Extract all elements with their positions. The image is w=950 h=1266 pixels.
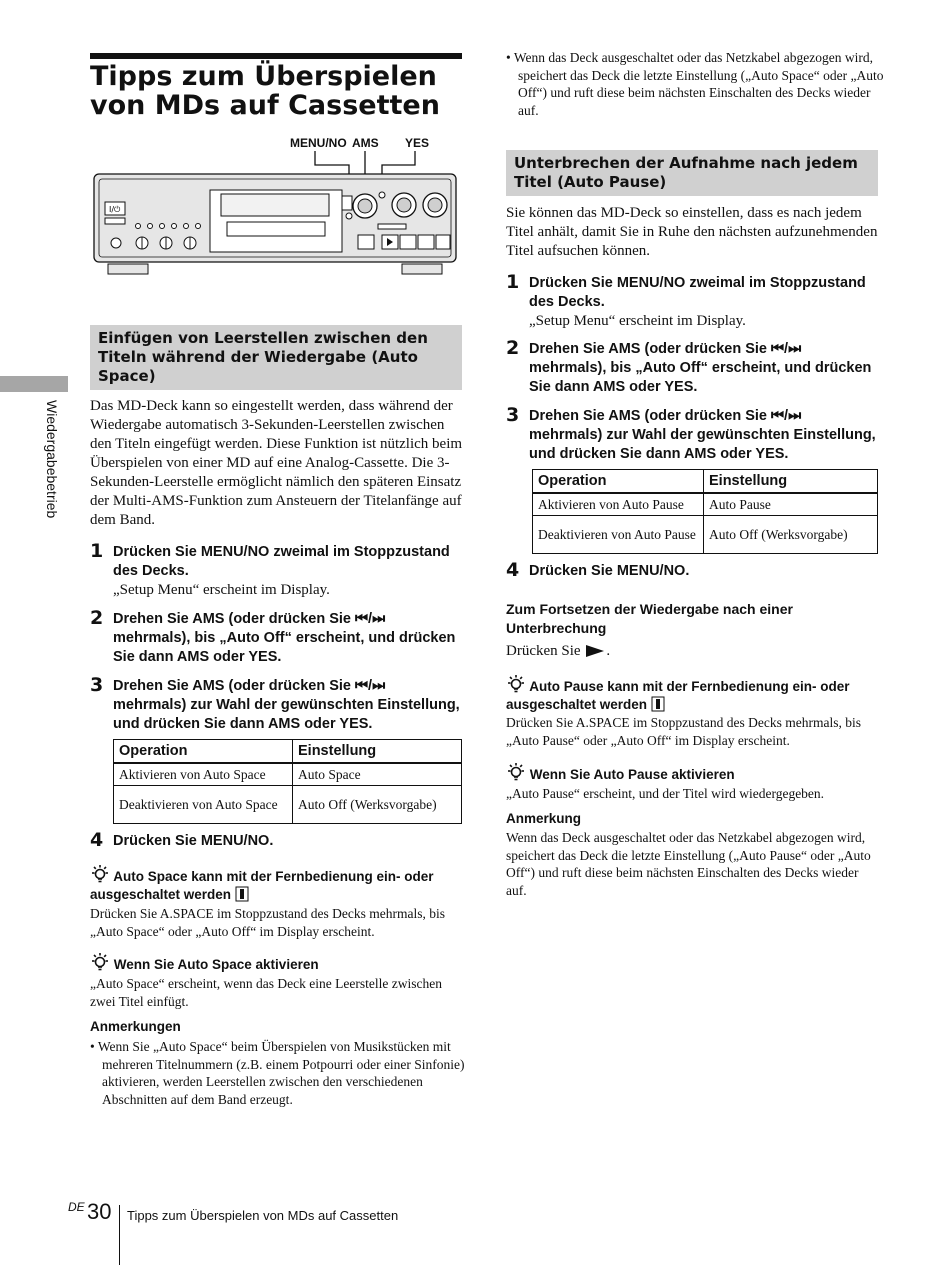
step-text: Drücken Sie MENU/NO zweimal im Stoppzustand des Decks. xyxy=(529,275,866,310)
notes-heading: Anmerkungen xyxy=(90,1019,181,1034)
table-header: Einstellung xyxy=(293,740,462,764)
label-menu-no: MENU/NO xyxy=(290,136,347,150)
step-text: Drehen Sie AMS (oder drücken Sie ⏮/⏭ mehrmals), bis „Auto Off“ erscheint, und drücken Sie dann AMS oder YES. xyxy=(113,611,456,665)
side-label: Wiedergabebetrieb xyxy=(44,400,60,519)
svg-text:I/⏻: I/⏻ xyxy=(109,205,121,214)
step-text: Drücken Sie MENU/NO. xyxy=(113,833,274,849)
step-number: 2 xyxy=(90,607,104,629)
step-text: Drehen Sie AMS (oder drücken Sie ⏮/⏭ mehrmals), bis „Auto Off“ erscheint, und drücken Sie dann AMS oder YES. xyxy=(529,341,872,395)
deck-illustration xyxy=(90,132,462,282)
auto-space-table xyxy=(113,739,462,824)
table-row xyxy=(533,493,878,516)
step-2-right xyxy=(506,337,878,397)
step-1-left xyxy=(90,540,462,600)
resume-text: Drücken Sie . xyxy=(506,643,611,659)
lightbulb-icon xyxy=(90,864,110,884)
step-3-right xyxy=(506,404,878,464)
tip-auto-pause-remote xyxy=(506,674,878,714)
table-header: Einstellung xyxy=(704,470,878,494)
page-number: 30 xyxy=(87,1199,112,1224)
page-title: Tipps zum Überspielen von MDs auf Cassetten xyxy=(90,61,440,121)
lightbulb-icon xyxy=(506,674,526,694)
label-ams: AMS xyxy=(352,136,379,150)
table-cell: Aktivieren von Auto Space xyxy=(114,763,293,786)
note-item: • Wenn Sie „Auto Space“ beim Überspielen von Musikstücken mit mehreren Titelnummern (z.B. einem Potpourri oder einer Sinfonie) aktivieren, werden Leerstellen zwischen den verschiedenen Abschnitten auf dem Band erzeugt. xyxy=(90,1039,465,1107)
step-4-left xyxy=(90,829,462,851)
auto-space-intro: Das MD-Deck kann so eingestellt werden, dass während der Wiedergabe automatisch 3-Sekunden-Leerstellen zwischen den Titeln eingefügt werden. Diese Funktion ist nützlich beim Überspielen von einer MD auf eine Analog-Cassette. Die 3-Sekunden-Leerstelle ermöglicht nämlich den späteren Einsatz der Multi-AMS-Funktion zum Ansteuern der Titelanfänge auf dem Band. xyxy=(90,398,463,528)
section-heading-auto-space: Einfügen von Leerstellen zwischen den Titeln während der Wiedergabe (Auto Space) xyxy=(90,325,462,390)
step-2-left xyxy=(90,607,462,667)
note-heading: Anmerkung xyxy=(506,811,582,826)
table-cell: Auto Space xyxy=(293,763,462,786)
tip-title: Auto Pause kann mit der Fernbedienung ein- oder ausgeschaltet werden xyxy=(506,679,850,712)
step-sub: „Setup Menu“ erscheint im Display. xyxy=(529,313,746,329)
step-number: 3 xyxy=(506,404,520,426)
tip-auto-space-remote xyxy=(90,864,462,904)
label-yes: YES xyxy=(405,136,430,150)
lightbulb-icon xyxy=(90,952,110,972)
footer-title: Tipps zum Überspielen von MDs auf Cassetten xyxy=(127,1208,399,1223)
step-text: Drehen Sie AMS (oder drücken Sie ⏮/⏭ mehrmals) zur Wahl der gewünschten Einstellung, und drücken Sie dann AMS oder YES. xyxy=(113,678,460,732)
step-text: Drehen Sie AMS (oder drücken Sie ⏮/⏭ mehrmals) zur Wahl der gewünschten Einstellung, und drücken Sie dann AMS oder YES. xyxy=(529,408,876,462)
table-cell: Deaktivieren von Auto Space xyxy=(114,786,293,824)
tip-text: Drücken Sie A.SPACE im Stoppzustand des Decks mehrmals, bis „Auto Pause“ oder „Auto Off“ im Display erscheint. xyxy=(506,715,861,748)
footer-lang: DE xyxy=(68,1200,85,1214)
step-number: 1 xyxy=(506,271,520,293)
remote-control-icon xyxy=(651,696,665,712)
step-sub: „Setup Menu“ erscheint im Display. xyxy=(113,582,330,598)
play-icon xyxy=(584,644,606,658)
table-cell: Auto Pause xyxy=(704,493,878,516)
tip-title: Wenn Sie Auto Pause aktivieren xyxy=(529,767,735,782)
auto-pause-table xyxy=(532,469,878,554)
tip-text: „Auto Pause“ erscheint, und der Titel wird wiedergegeben. xyxy=(506,786,825,801)
table-header: Operation xyxy=(114,740,293,764)
step-text: Drücken Sie MENU/NO zweimal im Stoppzustand des Decks. xyxy=(113,544,450,579)
tip-title: Wenn Sie Auto Space aktivieren xyxy=(113,957,319,972)
resume-label: Drücken Sie xyxy=(506,643,581,659)
step-3-left xyxy=(90,674,462,734)
title-rule xyxy=(90,53,462,59)
step-text: Drücken Sie MENU/NO. xyxy=(529,563,690,579)
step-1-right xyxy=(506,271,878,331)
table-row xyxy=(114,763,462,786)
tip-title: Auto Space kann mit der Fernbedienung ein- oder ausgeschaltet werden xyxy=(90,869,434,902)
remote-control-icon xyxy=(235,886,249,902)
table-cell: Auto Off (Werksvorgabe) xyxy=(704,516,878,554)
tip-auto-pause-active xyxy=(506,762,878,784)
table-row xyxy=(533,516,878,554)
step-number: 1 xyxy=(90,540,104,562)
step-number: 2 xyxy=(506,337,520,359)
side-tab xyxy=(0,376,68,392)
section-heading-auto-pause: Unterbrechen der Aufnahme nach jedem Titel (Auto Pause) xyxy=(506,150,878,196)
tip-text: Drücken Sie A.SPACE im Stoppzustand des Decks mehrmals, bis „Auto Space“ oder „Auto Off“ im Display erscheint. xyxy=(90,906,445,939)
auto-pause-intro: Sie können das MD-Deck so einstellen, dass es nach jedem Titel anhält, damit Sie in Ruhe den nächsten aufzunehmenden Titel aufsuchen können. xyxy=(506,205,878,259)
step-number: 4 xyxy=(90,829,104,851)
table-cell: Auto Off (Werksvorgabe) xyxy=(293,786,462,824)
tip-text: „Auto Space“ erscheint, wenn das Deck eine Leerstelle zwischen zwei Titel einfügt. xyxy=(90,976,442,1009)
step-4-right xyxy=(506,559,878,581)
table-cell: Aktivieren von Auto Pause xyxy=(533,493,704,516)
note-item: • Wenn das Deck ausgeschaltet oder das Netzkabel abgezogen wird, speichert das Deck die letzte Einstellung („Auto Space“ oder „Auto Off“) und ruft diese beim nächsten Einschalten des Decks wieder auf. xyxy=(506,50,884,118)
tip-auto-space-active xyxy=(90,952,462,974)
table-cell: Deaktivieren von Auto Pause xyxy=(533,516,704,554)
resume-heading: Zum Fortsetzen der Wiedergabe nach einer Unterbrechung xyxy=(506,601,793,636)
table-header: Operation xyxy=(533,470,704,494)
note-text: Wenn das Deck ausgeschaltet oder das Netzkabel abgezogen wird, speichert das Deck die letzte Einstellung („Auto Pause“ oder „Auto Off“) und ruft diese beim nächsten Einschalten des Decks wieder auf. xyxy=(506,830,871,898)
table-row xyxy=(114,786,462,824)
footer-rule xyxy=(119,1205,120,1265)
step-number: 4 xyxy=(506,559,520,581)
lightbulb-icon xyxy=(506,762,526,782)
step-number: 3 xyxy=(90,674,104,696)
